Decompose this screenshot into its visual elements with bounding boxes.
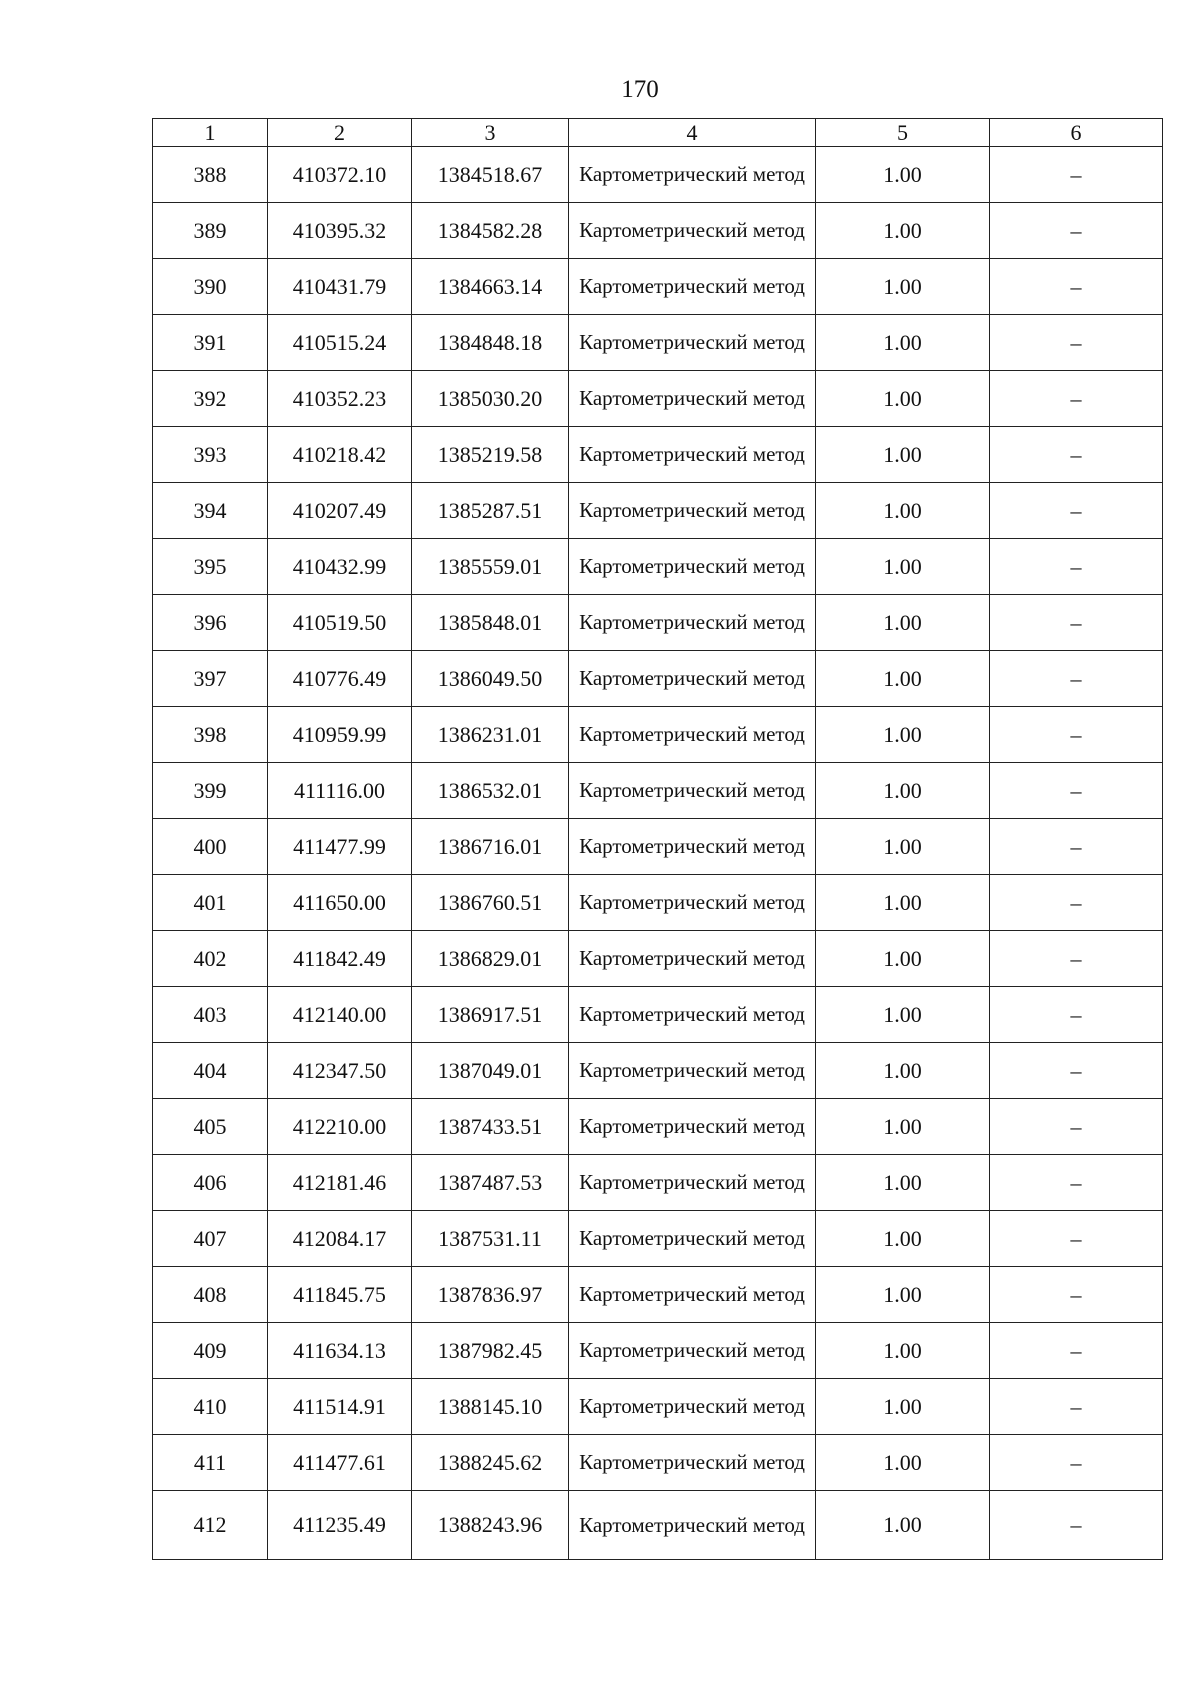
method-cell: Картометрический метод <box>569 1267 816 1323</box>
accuracy-cell: 1.00 <box>816 1379 990 1435</box>
x-coordinate-cell: 410431.79 <box>268 259 412 315</box>
note-cell: – <box>990 539 1163 595</box>
method-cell: Картометрический метод <box>569 1379 816 1435</box>
column-header-5: 5 <box>816 119 990 147</box>
note-cell: – <box>990 203 1163 259</box>
method-cell: Картометрический метод <box>569 315 816 371</box>
y-coordinate-cell: 1384848.18 <box>412 315 569 371</box>
y-coordinate-cell: 1387049.01 <box>412 1043 569 1099</box>
y-coordinate-cell: 1388245.62 <box>412 1435 569 1491</box>
x-coordinate-cell: 411514.91 <box>268 1379 412 1435</box>
x-coordinate-cell: 410395.32 <box>268 203 412 259</box>
table-row <box>153 1211 1163 1267</box>
note-cell: – <box>990 1435 1163 1491</box>
accuracy-cell: 1.00 <box>816 1043 990 1099</box>
note-cell: – <box>990 427 1163 483</box>
y-coordinate-cell: 1387531.11 <box>412 1211 569 1267</box>
point-number-cell: 403 <box>153 987 268 1043</box>
note-cell: – <box>990 595 1163 651</box>
point-number-cell: 405 <box>153 1099 268 1155</box>
point-number-cell: 411 <box>153 1435 268 1491</box>
accuracy-cell: 1.00 <box>816 315 990 371</box>
accuracy-cell: 1.00 <box>816 203 990 259</box>
note-cell: – <box>990 1211 1163 1267</box>
note-cell: – <box>990 1099 1163 1155</box>
method-cell: Картометрический метод <box>569 1435 816 1491</box>
method-cell: Картометрический метод <box>569 147 816 203</box>
table-row <box>153 315 1163 371</box>
y-coordinate-cell: 1386049.50 <box>412 651 569 707</box>
point-number-cell: 388 <box>153 147 268 203</box>
y-coordinate-cell: 1385848.01 <box>412 595 569 651</box>
point-number-cell: 402 <box>153 931 268 987</box>
note-cell: – <box>990 259 1163 315</box>
note-cell: – <box>990 1155 1163 1211</box>
accuracy-cell: 1.00 <box>816 707 990 763</box>
accuracy-cell: 1.00 <box>816 1323 990 1379</box>
note-cell: – <box>990 763 1163 819</box>
table-row <box>153 203 1163 259</box>
y-coordinate-cell: 1386917.51 <box>412 987 569 1043</box>
point-number-cell: 401 <box>153 875 268 931</box>
accuracy-cell: 1.00 <box>816 483 990 539</box>
method-cell: Картометрический метод <box>569 427 816 483</box>
method-cell: Картометрический метод <box>569 875 816 931</box>
point-number-cell: 399 <box>153 763 268 819</box>
note-cell: – <box>990 875 1163 931</box>
y-coordinate-cell: 1388243.96 <box>412 1491 569 1560</box>
x-coordinate-cell: 411235.49 <box>268 1491 412 1560</box>
column-header-6: 6 <box>990 119 1163 147</box>
accuracy-cell: 1.00 <box>816 819 990 875</box>
table-row <box>153 763 1163 819</box>
y-coordinate-cell: 1386829.01 <box>412 931 569 987</box>
table-row <box>153 483 1163 539</box>
y-coordinate-cell: 1387487.53 <box>412 1155 569 1211</box>
table-row <box>153 875 1163 931</box>
accuracy-cell: 1.00 <box>816 931 990 987</box>
accuracy-cell: 1.00 <box>816 1155 990 1211</box>
point-number-cell: 391 <box>153 315 268 371</box>
table-row <box>153 1379 1163 1435</box>
column-header-2: 2 <box>268 119 412 147</box>
accuracy-cell: 1.00 <box>816 427 990 483</box>
point-number-cell: 396 <box>153 595 268 651</box>
x-coordinate-cell: 410432.99 <box>268 539 412 595</box>
x-coordinate-cell: 410372.10 <box>268 147 412 203</box>
point-number-cell: 397 <box>153 651 268 707</box>
column-header-4: 4 <box>569 119 816 147</box>
note-cell: – <box>990 315 1163 371</box>
note-cell: – <box>990 1379 1163 1435</box>
method-cell: Картометрический метод <box>569 371 816 427</box>
table-row <box>153 1267 1163 1323</box>
method-cell: Картометрический метод <box>569 763 816 819</box>
column-header-3: 3 <box>412 119 569 147</box>
point-number-cell: 406 <box>153 1155 268 1211</box>
point-number-cell: 404 <box>153 1043 268 1099</box>
x-coordinate-cell: 411650.00 <box>268 875 412 931</box>
point-number-cell: 394 <box>153 483 268 539</box>
table-row <box>153 987 1163 1043</box>
accuracy-cell: 1.00 <box>816 651 990 707</box>
accuracy-cell: 1.00 <box>816 1211 990 1267</box>
accuracy-cell: 1.00 <box>816 1435 990 1491</box>
accuracy-cell: 1.00 <box>816 1491 990 1560</box>
accuracy-cell: 1.00 <box>816 1099 990 1155</box>
method-cell: Картометрический метод <box>569 987 816 1043</box>
accuracy-cell: 1.00 <box>816 147 990 203</box>
table-row <box>153 819 1163 875</box>
point-number-cell: 400 <box>153 819 268 875</box>
accuracy-cell: 1.00 <box>816 763 990 819</box>
accuracy-cell: 1.00 <box>816 875 990 931</box>
method-cell: Картометрический метод <box>569 1099 816 1155</box>
method-cell: Картометрический метод <box>569 203 816 259</box>
accuracy-cell: 1.00 <box>816 595 990 651</box>
x-coordinate-cell: 412210.00 <box>268 1099 412 1155</box>
point-number-cell: 393 <box>153 427 268 483</box>
table-row <box>153 147 1163 203</box>
y-coordinate-cell: 1387433.51 <box>412 1099 569 1155</box>
x-coordinate-cell: 410515.24 <box>268 315 412 371</box>
table-row <box>153 1435 1163 1491</box>
table-row <box>153 259 1163 315</box>
note-cell: – <box>990 707 1163 763</box>
x-coordinate-cell: 410959.99 <box>268 707 412 763</box>
x-coordinate-cell: 410519.50 <box>268 595 412 651</box>
method-cell: Картометрический метод <box>569 1043 816 1099</box>
table-row <box>153 1099 1163 1155</box>
point-number-cell: 392 <box>153 371 268 427</box>
y-coordinate-cell: 1386760.51 <box>412 875 569 931</box>
note-cell: – <box>990 147 1163 203</box>
note-cell: – <box>990 483 1163 539</box>
x-coordinate-cell: 412084.17 <box>268 1211 412 1267</box>
table-row <box>153 1491 1163 1560</box>
x-coordinate-cell: 411634.13 <box>268 1323 412 1379</box>
method-cell: Картометрический метод <box>569 931 816 987</box>
y-coordinate-cell: 1384518.67 <box>412 147 569 203</box>
accuracy-cell: 1.00 <box>816 539 990 595</box>
x-coordinate-cell: 410776.49 <box>268 651 412 707</box>
table-row <box>153 539 1163 595</box>
point-number-cell: 412 <box>153 1491 268 1560</box>
x-coordinate-cell: 411477.99 <box>268 819 412 875</box>
accuracy-cell: 1.00 <box>816 1267 990 1323</box>
table-row <box>153 651 1163 707</box>
point-number-cell: 398 <box>153 707 268 763</box>
accuracy-cell: 1.00 <box>816 259 990 315</box>
method-cell: Картометрический метод <box>569 483 816 539</box>
note-cell: – <box>990 931 1163 987</box>
table-header-row <box>153 119 1163 147</box>
method-cell: Картометрический метод <box>569 651 816 707</box>
y-coordinate-cell: 1388145.10 <box>412 1379 569 1435</box>
point-number-cell: 390 <box>153 259 268 315</box>
y-coordinate-cell: 1385287.51 <box>412 483 569 539</box>
method-cell: Картометрический метод <box>569 1323 816 1379</box>
y-coordinate-cell: 1385559.01 <box>412 539 569 595</box>
point-number-cell: 395 <box>153 539 268 595</box>
method-cell: Картометрический метод <box>569 1155 816 1211</box>
note-cell: – <box>990 987 1163 1043</box>
x-coordinate-cell: 412347.50 <box>268 1043 412 1099</box>
note-cell: – <box>990 1043 1163 1099</box>
x-coordinate-cell: 411842.49 <box>268 931 412 987</box>
table-row <box>153 1155 1163 1211</box>
coordinates-table <box>152 118 1163 1560</box>
note-cell: – <box>990 371 1163 427</box>
table-body <box>153 147 1163 1560</box>
note-cell: – <box>990 819 1163 875</box>
table-row <box>153 371 1163 427</box>
table-row <box>153 707 1163 763</box>
column-header-1: 1 <box>153 119 268 147</box>
y-coordinate-cell: 1386716.01 <box>412 819 569 875</box>
x-coordinate-cell: 411116.00 <box>268 763 412 819</box>
y-coordinate-cell: 1387836.97 <box>412 1267 569 1323</box>
x-coordinate-cell: 411845.75 <box>268 1267 412 1323</box>
x-coordinate-cell: 412181.46 <box>268 1155 412 1211</box>
point-number-cell: 407 <box>153 1211 268 1267</box>
method-cell: Картометрический метод <box>569 1491 816 1560</box>
method-cell: Картометрический метод <box>569 539 816 595</box>
y-coordinate-cell: 1386532.01 <box>412 763 569 819</box>
accuracy-cell: 1.00 <box>816 371 990 427</box>
y-coordinate-cell: 1385219.58 <box>412 427 569 483</box>
note-cell: – <box>990 651 1163 707</box>
table-row <box>153 931 1163 987</box>
point-number-cell: 410 <box>153 1379 268 1435</box>
y-coordinate-cell: 1385030.20 <box>412 371 569 427</box>
x-coordinate-cell: 412140.00 <box>268 987 412 1043</box>
x-coordinate-cell: 410218.42 <box>268 427 412 483</box>
x-coordinate-cell: 411477.61 <box>268 1435 412 1491</box>
note-cell: – <box>990 1267 1163 1323</box>
method-cell: Картометрический метод <box>569 259 816 315</box>
table-row <box>153 427 1163 483</box>
y-coordinate-cell: 1384582.28 <box>412 203 569 259</box>
x-coordinate-cell: 410207.49 <box>268 483 412 539</box>
method-cell: Картометрический метод <box>569 1211 816 1267</box>
y-coordinate-cell: 1384663.14 <box>412 259 569 315</box>
method-cell: Картометрический метод <box>569 819 816 875</box>
note-cell: – <box>990 1491 1163 1560</box>
note-cell: – <box>990 1323 1163 1379</box>
table-row <box>153 1323 1163 1379</box>
point-number-cell: 408 <box>153 1267 268 1323</box>
method-cell: Картометрический метод <box>569 595 816 651</box>
y-coordinate-cell: 1386231.01 <box>412 707 569 763</box>
y-coordinate-cell: 1387982.45 <box>412 1323 569 1379</box>
point-number-cell: 409 <box>153 1323 268 1379</box>
page-number: 170 <box>621 76 659 103</box>
point-number-cell: 389 <box>153 203 268 259</box>
method-cell: Картометрический метод <box>569 707 816 763</box>
table-row <box>153 595 1163 651</box>
accuracy-cell: 1.00 <box>816 987 990 1043</box>
table-row <box>153 1043 1163 1099</box>
x-coordinate-cell: 410352.23 <box>268 371 412 427</box>
